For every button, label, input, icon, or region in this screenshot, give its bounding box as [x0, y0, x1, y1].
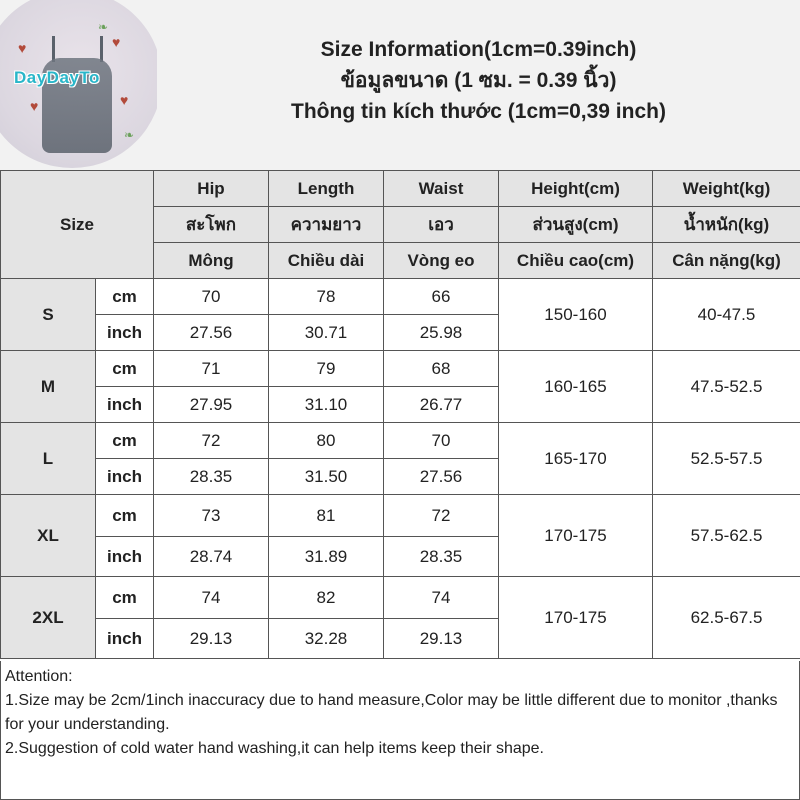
height-range: 160-165: [499, 351, 653, 423]
size-column-header: Size: [1, 171, 154, 279]
column-header-hip-vi: Mông: [154, 243, 269, 279]
length-cm-value: 81: [269, 495, 384, 537]
column-header-length-vi: Chiều dài: [269, 243, 384, 279]
attention-notes: [0, 661, 800, 800]
height-range: 150-160: [499, 279, 653, 351]
hip-cm-value: 73: [154, 495, 269, 537]
size-label: XL: [1, 495, 96, 577]
length-inch-value: 32.28: [269, 619, 384, 659]
length-cm-value: 80: [269, 423, 384, 459]
column-header-weight: Weight(kg): [653, 171, 800, 207]
unit-label-cm: cm: [96, 351, 154, 387]
length-cm-value: 82: [269, 577, 384, 619]
size-label: L: [1, 423, 96, 495]
hip-inch-value: 28.35: [154, 459, 269, 495]
unit-label-cm: cm: [96, 279, 154, 315]
column-header-waist-vi: Vòng eo: [384, 243, 499, 279]
column-header-hip-thai: สะโพก: [154, 207, 269, 243]
waist-inch-value: 27.56: [384, 459, 499, 495]
title-thai: ข้อมูลขนาด (1 ซม. = 0.39 นิ้ว): [340, 69, 617, 92]
waist-cm-value: 66: [384, 279, 499, 315]
hip-inch-value: 27.95: [154, 387, 269, 423]
table-row: [1, 279, 800, 315]
column-header-weight-vi: Cân nặng(kg): [653, 243, 800, 279]
unit-label-inch: inch: [96, 619, 154, 659]
height-range: 165-170: [499, 423, 653, 495]
waist-inch-value: 25.98: [384, 315, 499, 351]
column-header-height-thai: ส่วนสูง(cm): [499, 207, 653, 243]
title-english: Size Information(1cm=0.39inch): [320, 38, 637, 61]
weight-range: 47.5-52.5: [653, 351, 800, 423]
weight-range: 40-47.5: [653, 279, 800, 351]
heart-sticker-icon: ♥: [18, 40, 27, 56]
column-header-height: Height(cm): [499, 171, 653, 207]
table-row: [1, 577, 800, 619]
column-header-height-vi: Chiều cao(cm): [499, 243, 653, 279]
title-vietnamese: Thông tin kích thước (1cm=0,39 inch): [291, 100, 666, 123]
hip-inch-value: 28.74: [154, 537, 269, 577]
waist-cm-value: 70: [384, 423, 499, 459]
size-table: [0, 170, 800, 659]
waist-inch-value: 26.77: [384, 387, 499, 423]
length-cm-value: 78: [269, 279, 384, 315]
brand-name: DayDayTo: [14, 68, 100, 87]
note-line-1: 1.Size may be 2cm/1inch inaccuracy due to hand measure,Color may be little different due to monitor ,thanks for your understanding.: [5, 692, 778, 733]
note-line-2: 2.Suggestion of cold water hand washing,it can help items keep their shape.: [5, 740, 544, 757]
table-row: [1, 423, 800, 459]
column-header-length: Length: [269, 171, 384, 207]
notes-heading: Attention:: [5, 668, 73, 685]
table-row: [1, 495, 800, 537]
leaf-icon: ❧: [98, 20, 109, 34]
column-header-weight-thai: น้ำหนัก(kg): [653, 207, 800, 243]
unit-label-inch: inch: [96, 537, 154, 577]
height-range: 170-175: [499, 495, 653, 577]
unit-label-cm: cm: [96, 495, 154, 537]
column-header-waist: Waist: [384, 171, 499, 207]
heart-sticker-icon: ♥: [120, 92, 129, 108]
length-inch-value: 31.89: [269, 537, 384, 577]
waist-cm-value: 72: [384, 495, 499, 537]
unit-label-cm: cm: [96, 423, 154, 459]
hip-cm-value: 71: [154, 351, 269, 387]
waist-inch-value: 29.13: [384, 619, 499, 659]
unit-label-inch: inch: [96, 315, 154, 351]
heart-sticker-icon: ♥: [112, 34, 121, 50]
waist-cm-value: 68: [384, 351, 499, 387]
unit-label-cm: cm: [96, 577, 154, 619]
header: [0, 0, 800, 170]
unit-label-inch: inch: [96, 387, 154, 423]
waist-inch-value: 28.35: [384, 537, 499, 577]
weight-range: 62.5-67.5: [653, 577, 800, 659]
leaf-icon: ❧: [124, 128, 135, 142]
column-header-waist-thai: เอว: [384, 207, 499, 243]
table-row: [1, 351, 800, 387]
hip-cm-value: 72: [154, 423, 269, 459]
length-cm-value: 79: [269, 351, 384, 387]
column-header-length-thai: ความยาว: [269, 207, 384, 243]
size-label: M: [1, 351, 96, 423]
size-label: 2XL: [1, 577, 96, 659]
hip-inch-value: 27.56: [154, 315, 269, 351]
hip-cm-value: 70: [154, 279, 269, 315]
weight-range: 52.5-57.5: [653, 423, 800, 495]
heart-sticker-icon: ♥: [30, 98, 39, 114]
column-header-hip: Hip: [154, 171, 269, 207]
weight-range: 57.5-62.5: [653, 495, 800, 577]
hip-inch-value: 29.13: [154, 619, 269, 659]
page-title: [157, 34, 800, 127]
height-range: 170-175: [499, 577, 653, 659]
brand-logo: [0, 0, 157, 170]
waist-cm-value: 74: [384, 577, 499, 619]
hip-cm-value: 74: [154, 577, 269, 619]
length-inch-value: 31.10: [269, 387, 384, 423]
length-inch-value: 30.71: [269, 315, 384, 351]
size-label: S: [1, 279, 96, 351]
unit-label-inch: inch: [96, 459, 154, 495]
length-inch-value: 31.50: [269, 459, 384, 495]
